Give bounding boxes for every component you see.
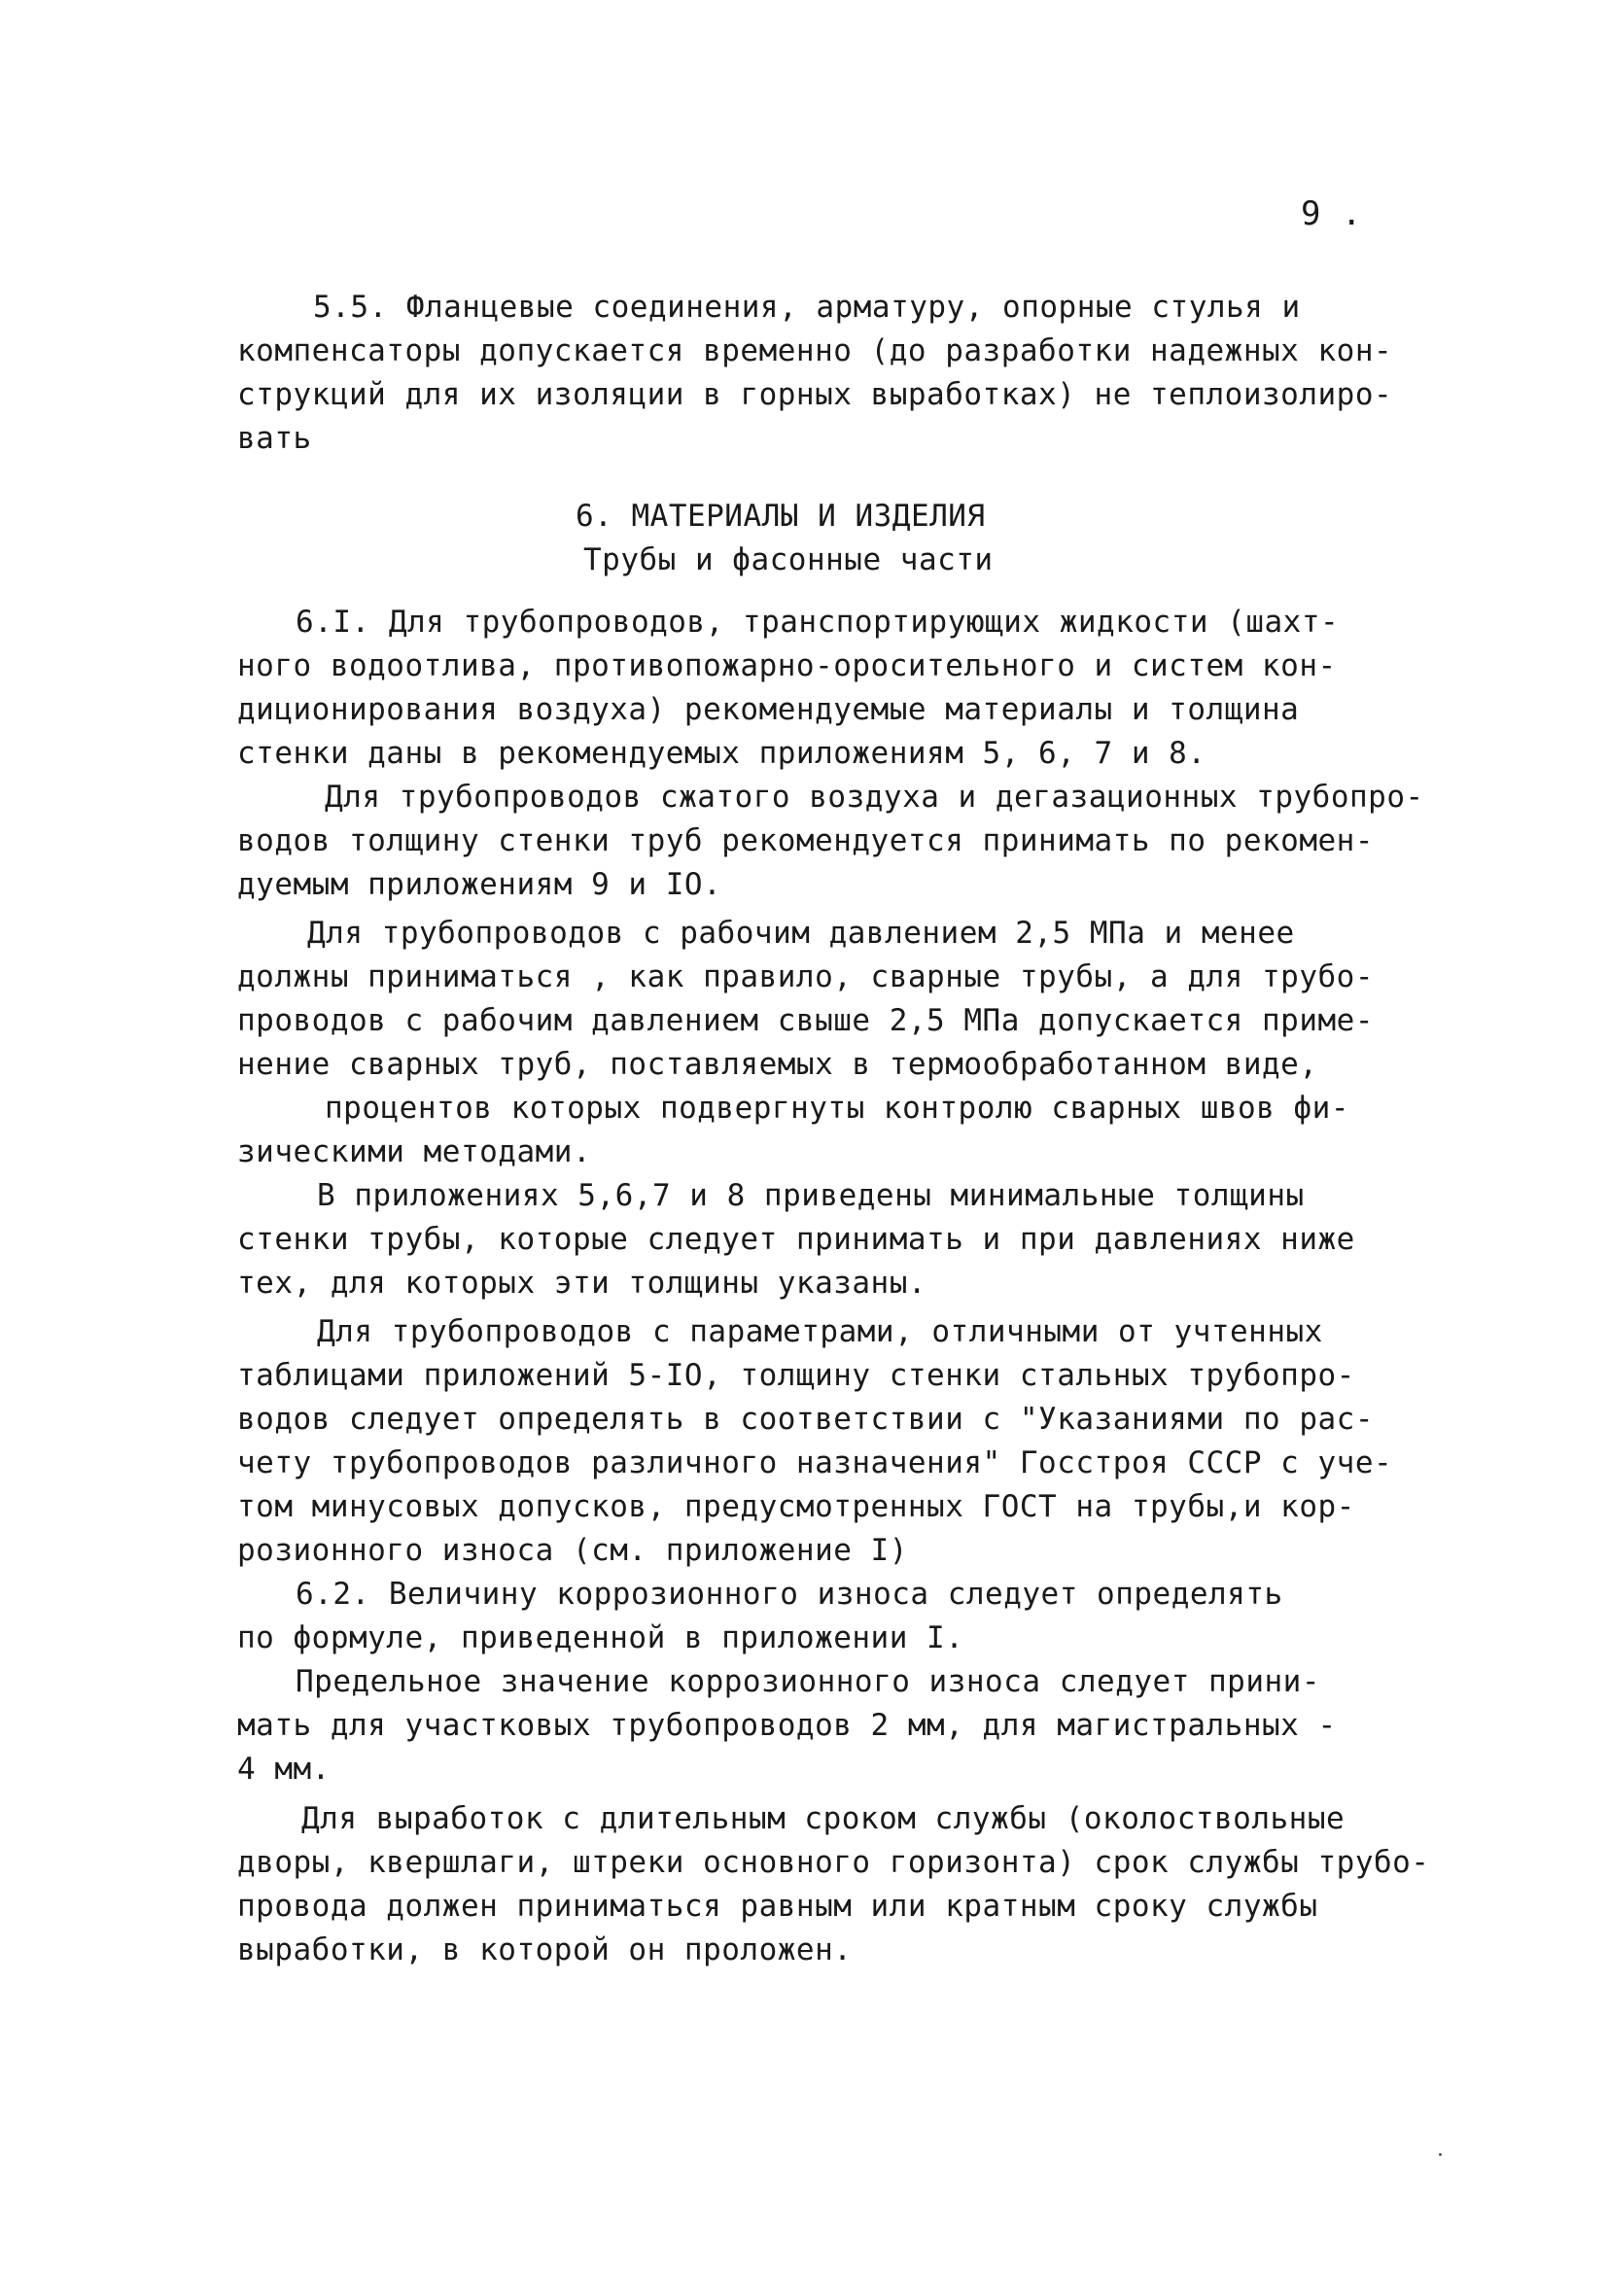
text-line: струкций для их изоляции в горных выработках) не теплоизолиро- <box>237 377 1393 412</box>
text-line: дворы, квершлаги, штреки основного горизонта) срок службы трубо- <box>237 1845 1430 1880</box>
text-line: В приложениях 5,6,7 и 8 приведены минимальные толщины <box>317 1178 1305 1213</box>
scan-speck <box>1439 2153 1442 2156</box>
text-line: мать для участковых трубопроводов 2 мм, для магистральных - <box>237 1708 1337 1743</box>
text-line: дуемым приложениям 9 и IO. <box>237 867 722 902</box>
text-line: процентов которых подвергнуты контролю сварных швов фи- <box>325 1091 1349 1126</box>
text-line: 6.I. Для трубопроводов, транспортирующих жидкости (шахт- <box>296 605 1340 640</box>
text-line: Предельное значение коррозионного износа следует прини- <box>296 1664 1320 1699</box>
text-line: должны приниматься , как правило, сварные трубы, а для трубо- <box>237 959 1374 994</box>
text-line: 6.2. Величину коррозионного износа следует определять <box>296 1577 1283 1612</box>
text-line: тех, для которых эти толщины указаны. <box>237 1266 927 1301</box>
section-title: 6. МАТЕРИАЛЫ И ИЗДЕЛИЯ <box>576 499 986 534</box>
text-line: по формуле, приведенной в приложении I. <box>237 1620 964 1655</box>
text-line: 5.5. Фланцевые соединения, арматуру, опорные стулья и <box>313 290 1301 325</box>
text-line: водов толщину стенки труб рекомендуется принимать по рекомен- <box>237 823 1374 858</box>
text-line: Для выработок с длительным сроком службы (околоствольные <box>301 1801 1346 1836</box>
text-line: 4 мм. <box>237 1752 331 1787</box>
section-subtitle: Трубы и фасонные части <box>583 542 994 577</box>
text-line: том минусовых допусков, предусмотренных ГОСТ на трубы,и кор- <box>237 1489 1355 1524</box>
text-line: таблицами приложений 5-IO, толщину стенки стальных трубопро- <box>237 1358 1355 1393</box>
text-line: ного водоотлива, противопожарно-оросительного и систем кон- <box>237 648 1337 683</box>
text-line: проводов с рабочим давлением свыше 2,5 МПа допускается приме- <box>237 1003 1374 1038</box>
text-line: зическими методами. <box>237 1134 592 1169</box>
page-number: 9 . <box>1301 194 1362 233</box>
text-line: Для трубопроводов с параметрами, отличными от учтенных <box>317 1314 1323 1349</box>
text-line: чету трубопроводов различного назначения" Госстроя СССР с уче- <box>237 1445 1393 1480</box>
text-line: вать <box>237 421 312 456</box>
text-line: компенсаторы допускается временно (до разработки надежных кон- <box>237 333 1393 368</box>
text-line: Для трубопроводов сжатого воздуха и дегазационных трубопро- <box>325 780 1424 815</box>
text-line: провода должен приниматься равным или кратным сроку службы <box>237 1889 1318 1924</box>
text-line: Для трубопроводов с рабочим давлением 2,5 МПа и менее <box>307 916 1295 951</box>
text-line: водов следует определять в соответствии с "Указаниями по рас- <box>237 1402 1374 1437</box>
text-line: стенки даны в рекомендуемых приложениям 5, 6, 7 и 8. <box>237 736 1206 771</box>
text-line: стенки трубы, которые следует принимать и при давлениях ниже <box>237 1222 1355 1257</box>
text-line: розионного износа (см. приложение I) <box>237 1533 908 1568</box>
text-line: выработки, в которой он проложен. <box>237 1932 853 1967</box>
text-line: нение сварных труб, поставляемых в термообработанном виде, <box>237 1047 1318 1082</box>
text-line: диционирования воздуха) рекомендуемые материалы и толщина <box>237 692 1300 727</box>
